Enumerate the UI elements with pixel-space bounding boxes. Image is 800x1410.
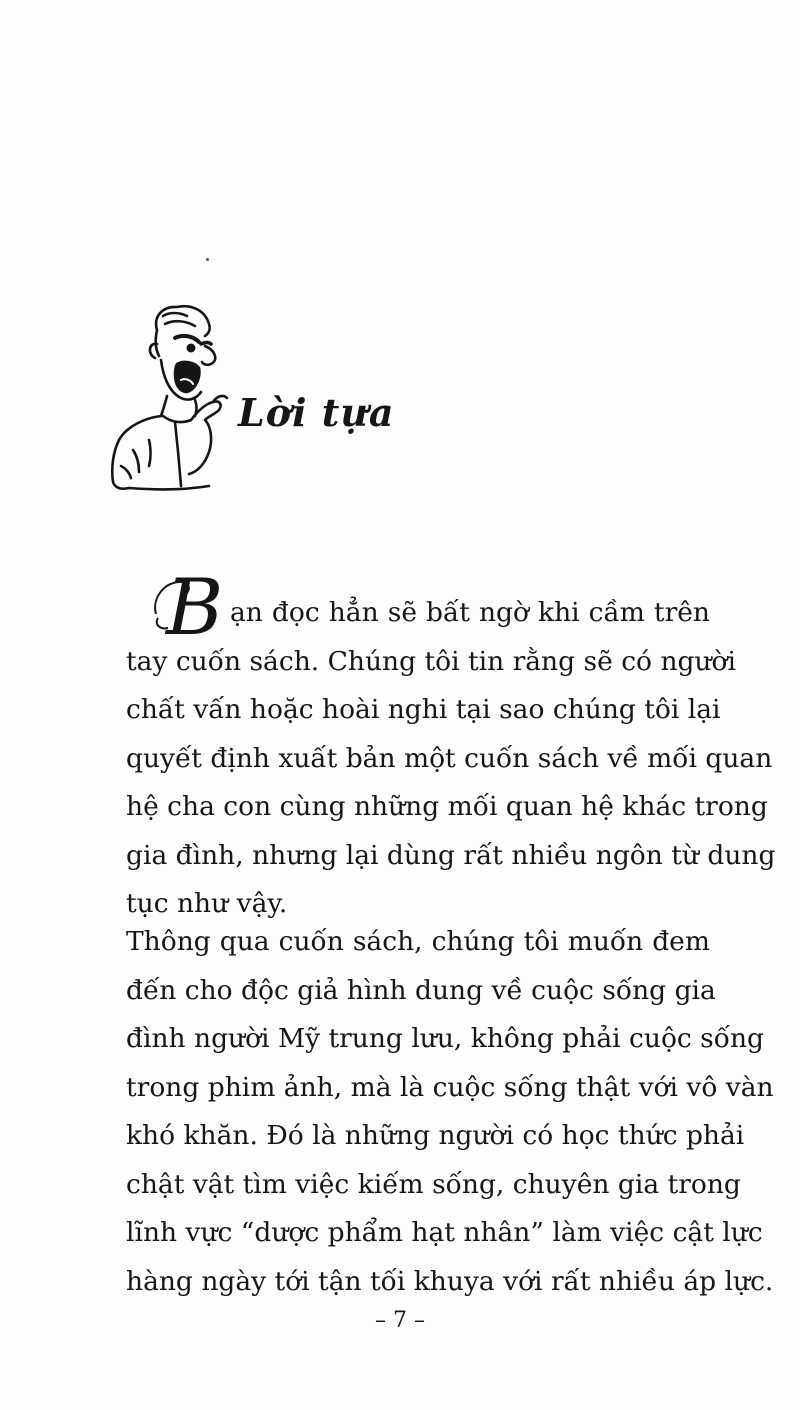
page-number: – 7 – <box>375 1308 425 1333</box>
paragraph-2 <box>126 918 774 1306</box>
paragraph-2-line: lĩnh vực “dược phẩm hạt nhân” làm việc cật lực <box>126 1217 763 1248</box>
paragraph-2-line: hàng ngày tới tận tối khuya với rất nhiều áp lực. <box>126 1265 774 1297</box>
shouting-man-illustration <box>105 300 237 495</box>
paragraph-1-line: tay cuốn sách. Chúng tôi tin rằng sẽ có người <box>126 645 736 677</box>
drop-cap-letter: B <box>166 570 224 642</box>
paragraph-1-line: quyết định xuất bản một cuốn sách về mối quan <box>126 742 773 774</box>
paragraph-2-line: đình người Mỹ trung lưu, không phải cuộc sống <box>126 1023 765 1054</box>
ink-speck <box>206 258 209 261</box>
paragraph-1-line: hệ cha con cùng những mối quan hệ khác trong <box>126 791 768 822</box>
paragraph-1 <box>126 589 776 929</box>
paragraph-1-line: tục như vậy. <box>126 888 288 919</box>
paragraph-1-line: ạn đọc hẳn sẽ bất ngờ khi cầm trên <box>230 597 710 628</box>
paragraph-2-line: khó khăn. Đó là những người có học thức phải <box>126 1120 745 1151</box>
paragraph-2-line: Thông qua cuốn sách, chúng tôi muốn đem <box>126 926 710 957</box>
page-heading: Lời tựa <box>238 390 395 435</box>
paragraph-2-line: đến cho độc giả hình dung về cuộc sống gia <box>126 974 716 1006</box>
paragraph-1-line: chất vấn hoặc hoài nghi tại sao chúng tôi lại <box>126 694 721 725</box>
paragraph-1-line: gia đình, nhưng lại dùng rất nhiều ngôn từ dung <box>126 839 776 871</box>
paragraph-2-line: trong phim ảnh, mà là cuộc sống thật với vô vàn <box>126 1071 774 1103</box>
paragraph-2-line: chật vật tìm việc kiếm sống, chuyên gia trong <box>126 1168 741 1200</box>
